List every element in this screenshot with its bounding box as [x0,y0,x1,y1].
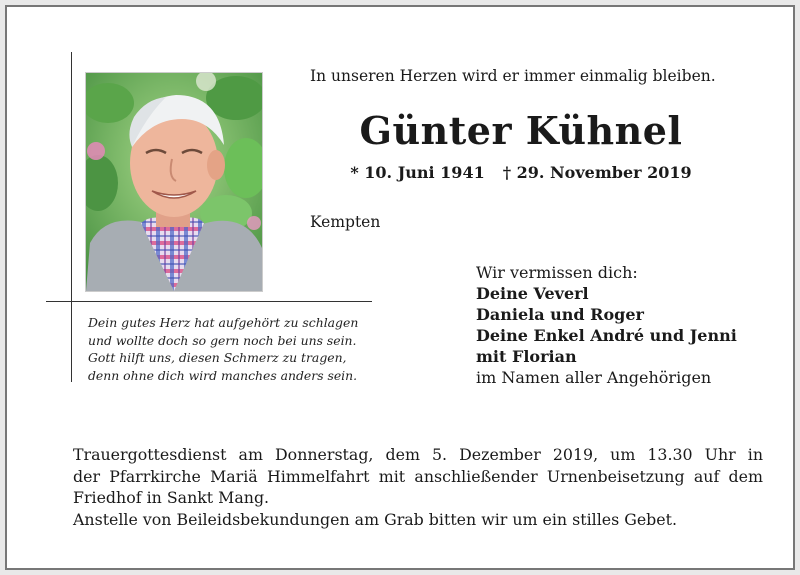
family-closing: im Namen aller Angehörigen [476,368,712,387]
tagline: In unseren Herzen wird er immer einmalig bleiben. [310,67,716,85]
service-line: Trauergottesdienst am Donnerstag, dem 5. Dezember 2019, um 13.30 Uhr in [73,445,763,464]
family-block [476,262,737,388]
poem-line: Gott hilft uns, diesen Schmerz zu tragen, [88,350,347,366]
vertical-divider [71,52,72,382]
family-member: Daniela und Roger [476,305,644,324]
family-member: Deine Veverl [476,284,589,303]
life-dates [310,163,732,182]
poem-line: denn ohne dich wird manches anders sein. [88,368,358,384]
family-intro: Wir vermissen dich: [476,263,638,282]
service-line: Friedhof in Sankt Mang. [73,488,270,507]
birth-date: * 10. Juni 1941 [350,163,485,182]
poem [88,314,378,385]
death-date: † 29. November 2019 [502,163,692,182]
poem-line: Dein gutes Herz hat aufgehört zu schlagen [88,315,359,330]
service-line: der Pfarrkirche Mariä Himmelfahrt mit anschließender Urnenbeisetzung auf dem [73,466,763,486]
city: Kempten [310,213,381,231]
service-info [73,444,763,530]
portrait-image [86,73,262,291]
deceased-name: Günter Kühnel [359,108,683,153]
family-member: mit Florian [476,347,577,366]
portrait-photo [85,72,263,292]
service-request: Anstelle von Beileidsbekundungen am Grab bitten wir um ein stilles Gebet. [73,509,678,529]
poem-line: und wollte doch so gern noch bei uns sein. [88,332,357,348]
horizontal-divider [46,301,372,302]
family-member: Deine Enkel André und Jenni [476,326,737,345]
